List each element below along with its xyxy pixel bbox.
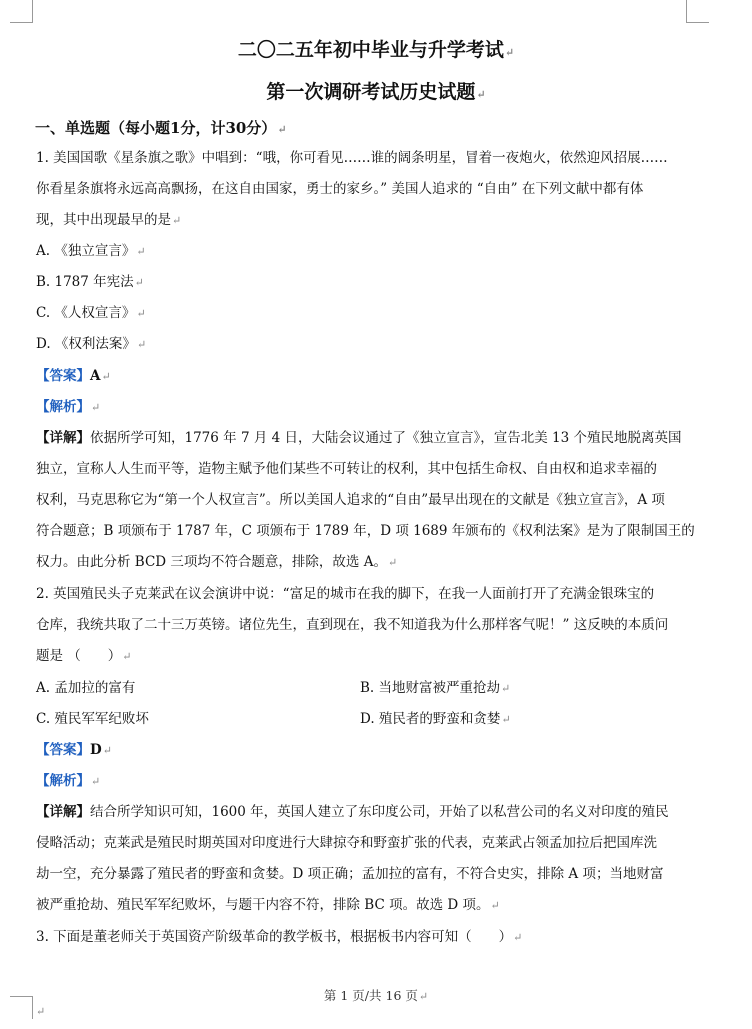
paragraph-mark-icon: ↵ [36,1005,46,1018]
q2-option-b: B. 当地财富被严重抢劫↵ [360,680,511,696]
paragraph-mark-icon: ↵ [513,931,523,944]
paragraph-mark-icon: ↵ [91,775,101,788]
q1-option-c: C. 《人权宣言》↵ [36,305,146,321]
section-heading: 一、单选题（每小题1分，计30分）↵ [35,119,287,137]
q2-detail-line-2: 侵略活动；克莱武是殖民时期英国对印度进行大肆掠夺和野蛮扩张的代表，克莱武占领孟加拉后把国库洗 [36,835,657,851]
paragraph-mark-icon: ↵ [504,46,515,59]
q1-detail-line-5: 权力。由此分析 BCD 三项均不符合题意，排除，故选 A。↵ [36,554,398,570]
q2-analysis: 【解析】↵ [36,773,101,789]
q1-stem-line-2: 你看星条旗将永远高高飘扬，在这自由国家，勇士的家乡。” 美国人追求的 “自由” 在下列文献中都有体 [36,181,644,197]
q2-detail-line-3: 劫一空，充分暴露了殖民者的野蛮和贪婪。D 项正确；孟加拉的富有，不符合史实，排除 A 项；当地财富 [36,866,664,882]
q3-stem-line-1: 3. 下面是董老师关于英国资产阶级革命的教学板书，根据板书内容可知（ ）↵ [36,929,523,945]
q1-option-a: A. 《独立宣言》↵ [36,243,146,259]
paragraph-mark-icon: ↵ [102,744,112,757]
q1-detail-line-3: 权利，马克思称它为“第一个人权宣言”。所以美国人追求的“自由”最早出现在的文献是《独立宣言》，A 项 [36,492,665,508]
q2-option-d: D. 殖民者的野蛮和贪婪↵ [360,711,511,727]
q2-stem-line-1: 2. 英国殖民头子克莱武在议会演讲中说：“富足的城市在我的脚下，在我一人面前打开了充满金银珠宝的 [36,586,655,602]
paragraph-mark-icon: ↵ [136,245,146,258]
paragraph-mark-icon: ↵ [91,401,101,414]
q1-option-d: D. 《权利法案》↵ [36,336,147,352]
paragraph-mark-icon: ↵ [490,899,500,912]
q1-detail-line-4: 符合题意；B 项颁布于 1787 年，C 项颁布于 1789 年，D 项 1689 年颁布的《权利法案》是为了限制国王的 [36,523,695,539]
q2-detail-line-4: 被严重抢劫、殖民军军纪败坏，与题干内容不符，排除 BC 项。故选 D 项。↵ [36,897,500,913]
paragraph-mark-icon: ↵ [476,88,486,101]
paragraph-mark-icon: ↵ [101,370,111,383]
q1-stem-line-1: 1. 美国国歌《星条旗之歌》中唱到：“哦，你可看见……谁的阔条明星，冒着一夜炮火，依然迎风招展…… [36,150,668,166]
q2-stem-line-3: 题是 （ ）↵ [36,648,132,664]
q2-option-c: C. 殖民军军纪败坏 [36,711,149,727]
q2-answer: 【答案】D↵ [36,742,112,758]
q1-option-b: B. 1787 年宪法↵ [36,274,144,290]
exam-title: 二〇二五年初中毕业与升学考试↵ [237,39,515,61]
q2-option-a: A. 孟加拉的富有 [36,680,136,696]
paragraph-mark-icon: ↵ [501,682,511,695]
paragraph-mark-icon: ↵ [277,123,287,136]
q1-stem-line-3: 现，其中出现最早的是↵ [36,212,182,228]
paragraph-mark-icon: ↵ [122,650,132,663]
q2-stem-line-2: 仓库，我统共取了二十三万英镑。诸位先生，直到现在，我不知道我为什么那样客气呢！” 这反映的本质问 [36,617,669,633]
crop-mark-top-left [10,0,33,23]
crop-mark-top-right [686,0,709,23]
paragraph-mark-icon: ↵ [418,990,429,1003]
paragraph-mark-icon: ↵ [136,338,147,351]
exam-subtitle: 第一次调研考试历史试题↵ [266,81,486,103]
paragraph-mark-icon: ↵ [172,214,182,227]
paragraph-mark-icon: ↵ [136,307,146,320]
q2-detail-line-1: 【详解】结合所学知识可知，1600 年，英国人建立了东印度公司，开始了以私营公司的名义对印度的殖民 [36,804,669,820]
q1-detail-line-2: 独立，宣称人人生而平等，造物主赋予他们某些不可转让的权利，其中包括生命权、自由权和追求幸福的 [36,461,657,477]
q1-detail-line-1: 【详解】依据所学可知，1776 年 7 月 4 日，大陆会议通过了《独立宣言》，宣告北美 13 个殖民地脱离英国 [36,430,682,446]
q1-answer: 【答案】A↵ [36,368,111,384]
paragraph-mark-icon: ↵ [134,276,144,289]
paragraph-mark-icon: ↵ [387,556,398,569]
page-footer: 第 1 页/共 16 页↵ [323,988,429,1003]
paragraph-mark-icon: ↵ [501,713,511,726]
q1-analysis: 【解析】↵ [36,399,101,415]
